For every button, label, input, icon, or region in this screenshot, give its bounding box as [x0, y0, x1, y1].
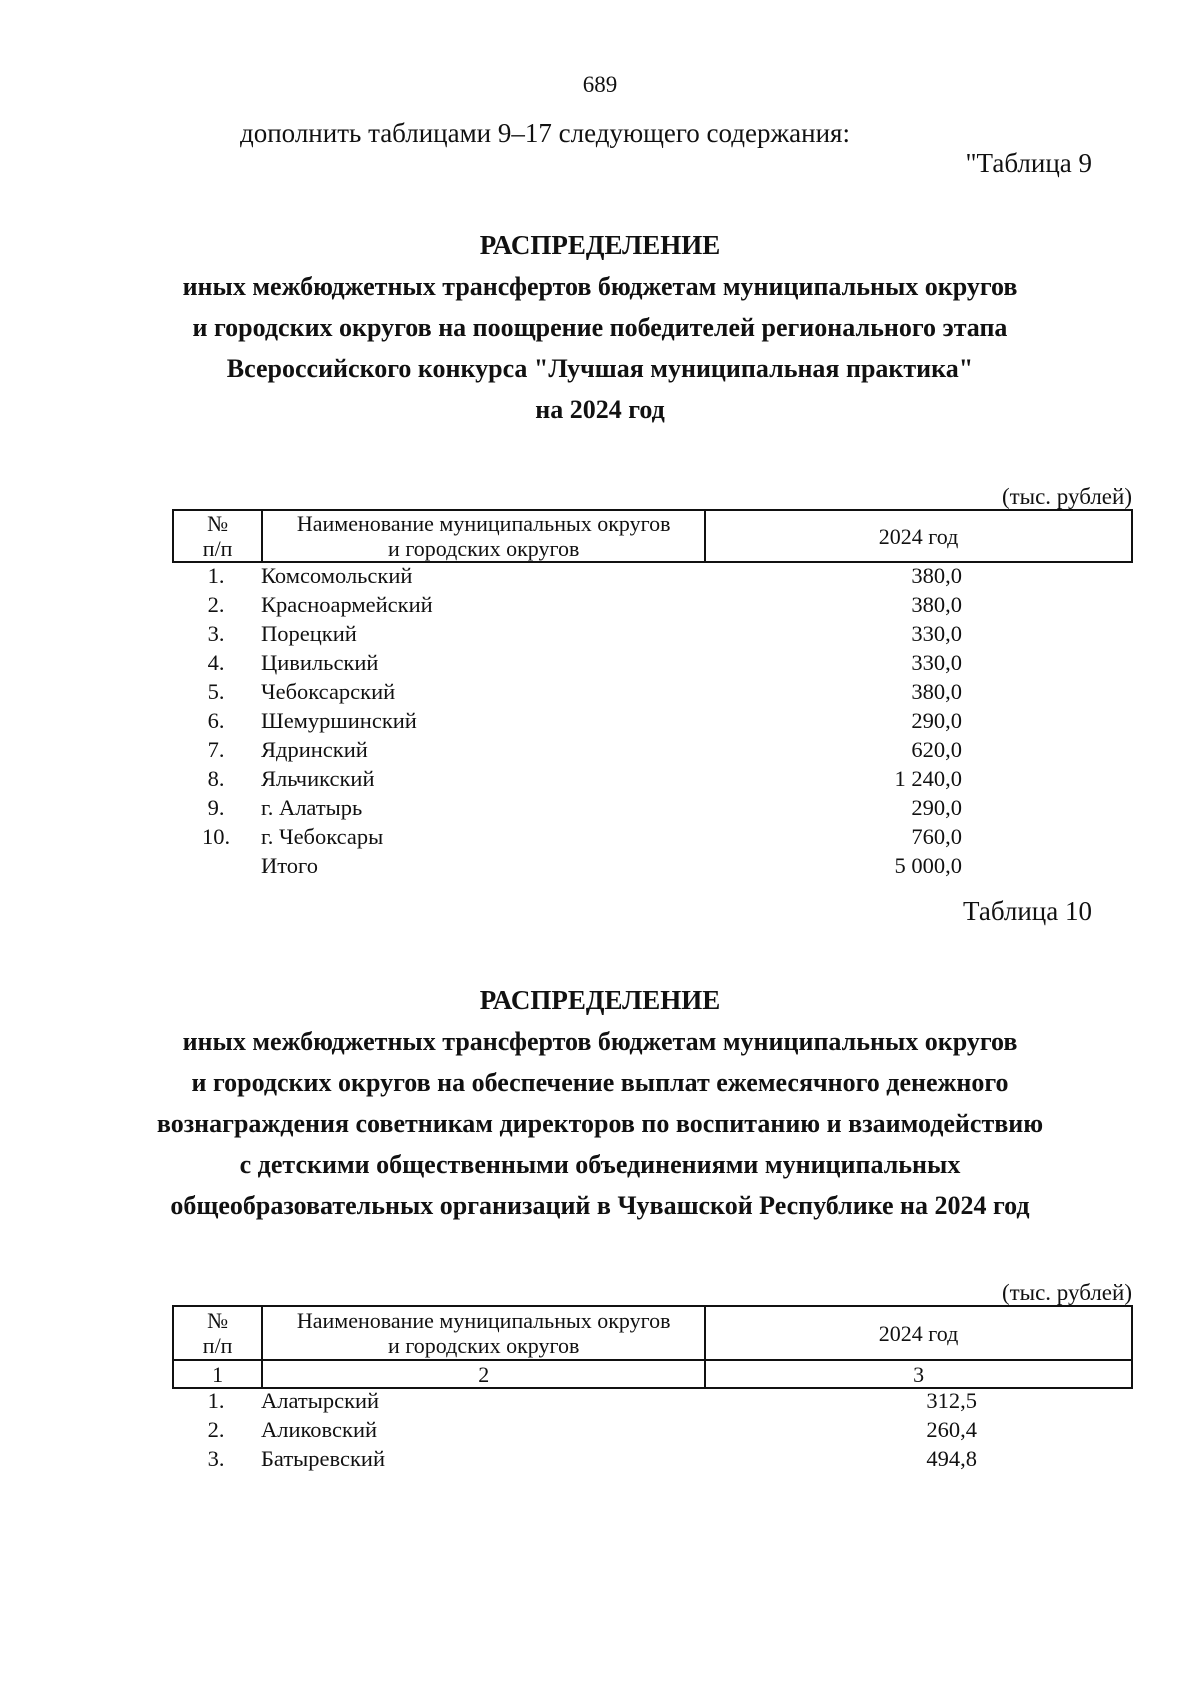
row-value: 290,0 [911, 795, 962, 820]
header-name-line: Наименование муниципальных округов [296, 511, 671, 536]
table-9-units: (тыс. рублей) [1001, 484, 1132, 509]
total-label: Итого [261, 853, 318, 878]
row-name: Комсомольский [261, 563, 413, 588]
column-number-cell: 3 [705, 1360, 1132, 1388]
row-value: 330,0 [911, 621, 962, 646]
header-number-line: № [207, 1308, 229, 1333]
header-year-cell: 2024 год [705, 1306, 1132, 1360]
header-number-cell [173, 1306, 262, 1360]
table-10-subtitle-line: вознаграждения советникам директоров по воспитанию и взаимодействию [156, 1109, 1044, 1138]
row-name: Ядринский [261, 737, 368, 762]
row-number: 1. [207, 563, 225, 588]
table-row [172, 677, 1133, 706]
header-name-line: и городских округов [388, 536, 580, 561]
table-9-subtitle-line: иных межбюджетных трансфертов бюджетам муниципальных округов [182, 272, 1018, 301]
row-value: 494,8 [926, 1446, 977, 1471]
table-9-subtitle-line: на 2024 год [535, 395, 665, 424]
header-year-cell: 2024 год [705, 510, 1132, 562]
table-row [172, 1386, 1133, 1415]
table-9-subtitle-line: и городских округов на поощрение победителей регионального этапа [192, 313, 1008, 342]
row-value: 380,0 [911, 592, 962, 617]
row-value: 312,5 [926, 1388, 977, 1413]
table-row [172, 822, 1133, 851]
row-number: 3. [207, 1446, 225, 1471]
row-number: 9. [207, 795, 225, 820]
row-value: 290,0 [911, 708, 962, 733]
row-number: 7. [207, 737, 225, 762]
row-name: Шемуршинский [261, 708, 417, 733]
row-name: Яльчикский [261, 766, 375, 791]
row-name: Красноармейский [261, 592, 433, 617]
header-name-line: и городских округов [388, 1333, 580, 1358]
page-number: 689 [582, 72, 618, 97]
total-row [172, 851, 1133, 880]
table-row [172, 590, 1133, 619]
table-9-label: "Таблица 9 [965, 148, 1092, 178]
table-10-subtitle-line: общеобразовательных организаций в Чувашской Республике на 2024 год [170, 1191, 1030, 1220]
row-number: 2. [207, 592, 225, 617]
column-number-cell: 2 [262, 1360, 705, 1388]
row-name: г. Алатырь [261, 795, 363, 820]
table-row [172, 735, 1133, 764]
header-number-cell [173, 510, 262, 562]
table-10-units: (тыс. рублей) [1001, 1280, 1132, 1305]
row-name: г. Чебоксары [261, 824, 384, 849]
row-value: 330,0 [911, 650, 962, 675]
row-name: Батыревский [261, 1446, 386, 1471]
row-name: Порецкий [261, 621, 357, 646]
row-number: 3. [207, 621, 225, 646]
row-value: 620,0 [911, 737, 962, 762]
table-row [172, 764, 1133, 793]
total-value: 5 000,0 [894, 853, 962, 878]
table-row [172, 619, 1133, 648]
table-9-subtitle-line: Всероссийского конкурса "Лучшая муниципальная практика" [226, 354, 974, 383]
row-number: 1. [207, 1388, 225, 1413]
table-9-title: РАСПРЕДЕЛЕНИЕ [479, 230, 721, 260]
row-value: 760,0 [911, 824, 962, 849]
header-number-line: п/п [202, 536, 233, 561]
row-number: 8. [207, 766, 225, 791]
table-10-subtitle-line: иных межбюджетных трансфертов бюджетам муниципальных округов [182, 1027, 1018, 1056]
column-number-cell: 1 [173, 1360, 262, 1388]
table-row [172, 1415, 1133, 1444]
row-name: Алатырский [261, 1388, 380, 1413]
row-number: 2. [207, 1417, 225, 1442]
table-10-heading [0, 980, 1200, 1226]
table-9-heading [0, 225, 1200, 430]
table-row [172, 793, 1133, 822]
header-name-cell [262, 1306, 705, 1360]
table-row [172, 706, 1133, 735]
row-number: 6. [207, 708, 225, 733]
row-value: 260,4 [926, 1417, 977, 1442]
table-10-header [172, 1305, 1133, 1389]
table-10-subtitle-line: с детскими общественными объединениями муниципальных [239, 1150, 961, 1179]
table-9-rows [172, 561, 1133, 880]
table-row [172, 561, 1133, 590]
header-name-cell [262, 510, 705, 562]
table-row [172, 1444, 1133, 1473]
table-10-rows [172, 1386, 1133, 1473]
header-number-line: № [207, 511, 229, 536]
row-name: Аликовский [261, 1417, 378, 1442]
header-number-line: п/п [202, 1333, 233, 1358]
table-10-label: Таблица 10 [963, 896, 1092, 926]
table-row [172, 648, 1133, 677]
row-value: 380,0 [911, 563, 962, 588]
row-number: 10. [201, 824, 231, 849]
row-name: Цивильский [261, 650, 379, 675]
row-number: 5. [207, 679, 225, 704]
row-name: Чебоксарский [261, 679, 396, 704]
row-number: 4. [207, 650, 225, 675]
row-value: 1 240,0 [894, 766, 962, 791]
table-9-header [172, 509, 1133, 563]
intro-text: дополнить таблицами 9–17 следующего содержания: [240, 118, 850, 148]
table-10-title: РАСПРЕДЕЛЕНИЕ [479, 985, 721, 1015]
row-value: 380,0 [911, 679, 962, 704]
table-10-subtitle-line: и городских округов на обеспечение выплат ежемесячного денежного [191, 1068, 1009, 1097]
header-name-line: Наименование муниципальных округов [296, 1308, 671, 1333]
